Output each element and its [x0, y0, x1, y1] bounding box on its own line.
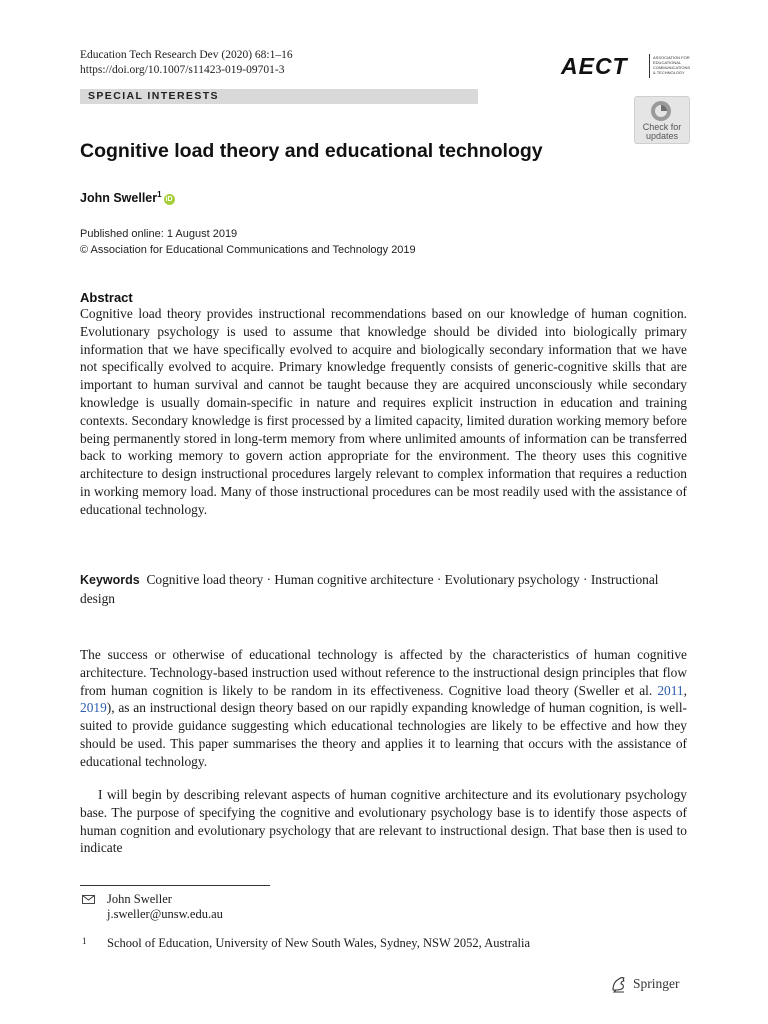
- copyright-notice: © Association for Educational Communications and Technology 2019: [80, 244, 416, 256]
- journal-line: Education Tech Research Dev (2020) 68:1–16: [80, 49, 293, 61]
- citation-separator: ,: [683, 682, 687, 698]
- author-affiliation-number: 1: [157, 190, 162, 199]
- springer-logo: [610, 975, 690, 993]
- journal-citation: [80, 48, 293, 78]
- citation-link[interactable]: 2019: [80, 700, 107, 716]
- keywords-label: Keywords: [80, 573, 140, 587]
- envelope-icon: [82, 895, 95, 904]
- body-text: ), as an instructional design theory based on our rapidly expanding knowledge of human cognition, is well-suited to provide guidance suggesting which educational technologies are likely to be effective and how they should be used. This paper summarises the theory and applies it to learning that occurs with the assistance of educational technology.: [80, 700, 687, 769]
- article-title: Cognitive load theory and educational technology: [80, 140, 543, 162]
- corresponding-author-email[interactable]: j.sweller@unsw.edu.au: [107, 907, 223, 921]
- published-date: Published online: 1 August 2019: [80, 228, 238, 240]
- body-text: The success or otherwise of educational technology is affected by the characteristics of human cognitive architecture. Technology-based instruction used without reference to the instructional design principles that flow from human cognition is likely to be random in its effectiveness. Cognitive load theory (Sweller et al.: [80, 647, 687, 698]
- check-updates-icon: [650, 100, 672, 122]
- abstract-heading: Abstract: [80, 290, 133, 305]
- footnote-divider: [80, 885, 270, 886]
- corresponding-author-name: John Sweller: [107, 892, 172, 906]
- orcid-icon[interactable]: iD: [165, 196, 173, 204]
- check-updates-label: Check for updates: [642, 122, 682, 141]
- section-label: SPECIAL INTERESTS: [88, 90, 219, 102]
- affiliation-number: 1: [82, 936, 87, 946]
- keywords: [80, 571, 687, 608]
- author-name: John Sweller: [80, 191, 158, 206]
- section-banner: [80, 89, 478, 104]
- aect-logo-subtext: ASSOCIATION FOR EDUCATIONAL COMMUNICATIONS & TECHNOLOGY: [653, 55, 691, 75]
- citation-link[interactable]: 2011: [657, 682, 684, 698]
- doi-link[interactable]: https://doi.org/10.1007/s11423-019-09701-3: [80, 64, 285, 76]
- author-line: [80, 186, 175, 207]
- affiliation-text: School of Education, University of New South Wales, Sydney, NSW 2052, Australia: [107, 936, 531, 950]
- springer-label: Springer: [633, 976, 680, 991]
- keywords-list: Cognitive load theory · Human cognitive architecture · Evolutionary psychology · Instructional design: [80, 572, 659, 606]
- logo-divider: [649, 54, 650, 78]
- body-paragraph-1: [80, 646, 687, 771]
- springer-horse-icon: [610, 975, 628, 993]
- publication-info: [80, 226, 416, 258]
- body-paragraph-2: I will begin by describing relevant aspects of human cognitive architecture and its evolutionary psychology base. The purpose of specifying the cognitive and evolutionary psychology base is to identify those aspects of human cognition and evolutionary psychology that are relevant to instructional design. That base then is used to indicate: [80, 787, 687, 856]
- aect-logo: [561, 52, 691, 80]
- aect-logo-text: AECT: [561, 53, 628, 79]
- check-for-updates-badge[interactable]: [634, 96, 690, 144]
- abstract-text: Cognitive load theory provides instructional recommendations based on our knowledge of human cognition. Evolutionary psychology is used to assume that knowledge should be divided into biologically primary information that we have specifically evolved to acquire and biologically secondary information that we have not specifically evolved to acquire. Primary knowledge frequently consists of generic-cognitive skills that are important to human survival and cannot be taught because they are acquired unconsciously while secondary knowledge is usually domain-specific in nature and requires explicit instruction in education and training contexts. Secondary knowledge is first processed by a limited capacity, limited duration working memory before being permanently stored in long-term memory from where unlimited amounts of information can be transferred back to working memory to govern action appropriate for the environment. The theory uses this cognitive architecture to design instructional procedures largely relevant to complex information that requires a reduction in working memory load. Many of those instructional procedures can be most readily used with the assistance of educational technology.: [80, 306, 687, 517]
